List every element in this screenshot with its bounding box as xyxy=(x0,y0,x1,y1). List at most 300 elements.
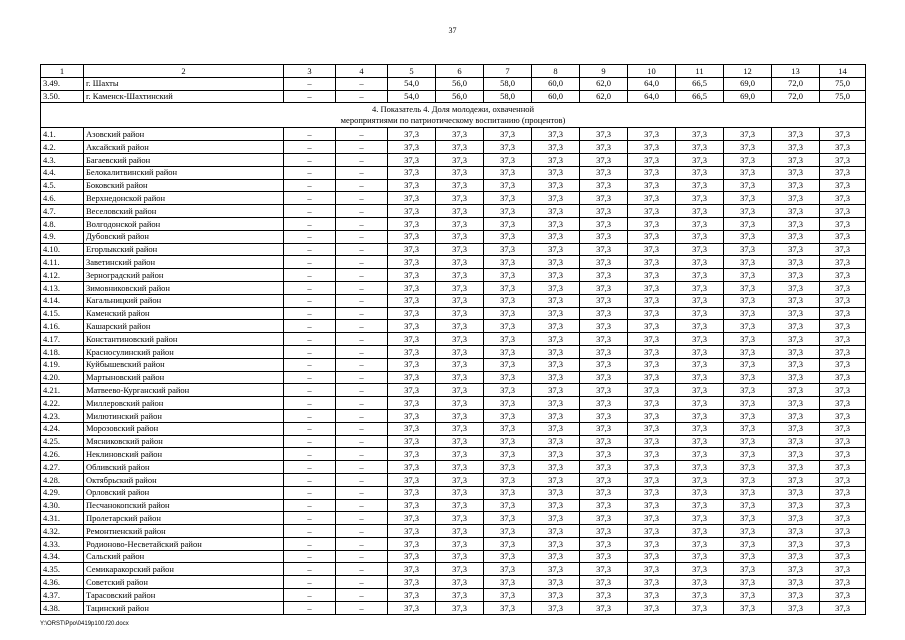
value-cell: 37,3 xyxy=(772,589,820,602)
value-cell: 37,3 xyxy=(820,589,866,602)
value-cell: 37,3 xyxy=(388,537,436,550)
dash-cell: – xyxy=(284,243,336,256)
value-cell: 37,3 xyxy=(484,512,532,525)
value-cell: 37,3 xyxy=(772,192,820,205)
value-cell: 37,3 xyxy=(628,179,676,192)
value-cell: 37,3 xyxy=(484,435,532,448)
value-cell: 37,3 xyxy=(580,512,628,525)
value-cell: 37,3 xyxy=(724,141,772,154)
dash-cell: – xyxy=(336,512,388,525)
value-cell: 37,3 xyxy=(436,486,484,499)
value-cell: 37,3 xyxy=(820,550,866,563)
value-cell: 37,3 xyxy=(532,205,580,218)
value-cell: 37,3 xyxy=(676,397,724,410)
dash-cell: – xyxy=(336,435,388,448)
value-cell: 37,3 xyxy=(532,294,580,307)
value-cell: 37,3 xyxy=(772,525,820,538)
dash-cell: – xyxy=(336,256,388,269)
value-cell: 37,3 xyxy=(772,153,820,166)
value-cell: 37,3 xyxy=(436,128,484,141)
value-cell: 37,3 xyxy=(532,256,580,269)
row-number: 3.49. xyxy=(41,77,84,90)
value-cell: 37,3 xyxy=(772,179,820,192)
value-cell: 37,3 xyxy=(820,307,866,320)
value-cell: 37,3 xyxy=(628,448,676,461)
value-cell: 37,3 xyxy=(820,499,866,512)
value-cell: 37,3 xyxy=(484,166,532,179)
value-cell: 37,3 xyxy=(484,486,532,499)
table-row xyxy=(41,179,866,192)
row-number: 4.26. xyxy=(41,448,84,461)
row-number: 4.13. xyxy=(41,281,84,294)
table-row xyxy=(41,448,866,461)
value-cell: 37,3 xyxy=(532,409,580,422)
dash-cell: – xyxy=(336,269,388,282)
column-number-cell: 12 xyxy=(724,65,772,78)
dash-cell: – xyxy=(336,281,388,294)
dash-cell: – xyxy=(284,205,336,218)
value-cell: 37,3 xyxy=(772,230,820,243)
section-heading-row xyxy=(41,103,866,128)
table-row xyxy=(41,589,866,602)
value-cell: 37,3 xyxy=(820,269,866,282)
row-number: 4.12. xyxy=(41,269,84,282)
column-number-cell: 5 xyxy=(388,65,436,78)
value-cell: 37,3 xyxy=(532,230,580,243)
table-row xyxy=(41,269,866,282)
value-cell: 37,3 xyxy=(676,435,724,448)
value-cell: 37,3 xyxy=(724,576,772,589)
value-cell: 37,3 xyxy=(436,397,484,410)
value-cell: 37,3 xyxy=(724,128,772,141)
value-cell: 60,0 xyxy=(532,77,580,90)
value-cell: 37,3 xyxy=(532,589,580,602)
value-cell: 37,3 xyxy=(724,461,772,474)
dash-cell: – xyxy=(284,192,336,205)
value-cell: 37,3 xyxy=(484,563,532,576)
value-cell: 37,3 xyxy=(532,486,580,499)
value-cell: 37,3 xyxy=(724,294,772,307)
value-cell: 37,3 xyxy=(580,294,628,307)
value-cell: 75,0 xyxy=(820,90,866,103)
value-cell: 37,3 xyxy=(772,435,820,448)
value-cell: 37,3 xyxy=(532,179,580,192)
row-number: 4.29. xyxy=(41,486,84,499)
value-cell: 37,3 xyxy=(580,128,628,141)
municipality-name: Егорлыкский район xyxy=(84,243,284,256)
dash-cell: – xyxy=(336,537,388,550)
value-cell: 37,3 xyxy=(628,243,676,256)
value-cell: 37,3 xyxy=(388,179,436,192)
value-cell: 37,3 xyxy=(532,461,580,474)
value-cell: 37,3 xyxy=(580,256,628,269)
value-cell: 37,3 xyxy=(820,537,866,550)
municipality-name: Азовский район xyxy=(84,128,284,141)
value-cell: 37,3 xyxy=(628,294,676,307)
dash-cell: – xyxy=(284,537,336,550)
value-cell: 37,3 xyxy=(676,256,724,269)
dash-cell: – xyxy=(336,333,388,346)
value-cell: 37,3 xyxy=(388,397,436,410)
value-cell: 37,3 xyxy=(580,153,628,166)
dash-cell: – xyxy=(284,141,336,154)
value-cell: 37,3 xyxy=(820,128,866,141)
dash-cell: – xyxy=(336,576,388,589)
value-cell: 37,3 xyxy=(772,256,820,269)
value-cell: 37,3 xyxy=(724,307,772,320)
value-cell: 37,3 xyxy=(388,601,436,614)
value-cell: 37,3 xyxy=(820,422,866,435)
dash-cell: – xyxy=(284,269,336,282)
value-cell: 37,3 xyxy=(820,448,866,461)
value-cell: 58,0 xyxy=(484,90,532,103)
value-cell: 37,3 xyxy=(628,307,676,320)
value-cell: 37,3 xyxy=(820,333,866,346)
dash-cell: – xyxy=(336,205,388,218)
value-cell: 37,3 xyxy=(436,294,484,307)
value-cell: 37,3 xyxy=(484,256,532,269)
dash-cell: – xyxy=(284,550,336,563)
dash-cell: – xyxy=(336,192,388,205)
value-cell: 37,3 xyxy=(820,205,866,218)
value-cell: 37,3 xyxy=(724,499,772,512)
value-cell: 37,3 xyxy=(628,358,676,371)
value-cell: 37,3 xyxy=(772,448,820,461)
value-cell: 37,3 xyxy=(580,358,628,371)
value-cell: 37,3 xyxy=(388,141,436,154)
value-cell: 37,3 xyxy=(772,512,820,525)
value-cell: 62,0 xyxy=(580,90,628,103)
row-number: 4.32. xyxy=(41,525,84,538)
value-cell: 37,3 xyxy=(628,397,676,410)
value-cell: 37,3 xyxy=(436,307,484,320)
value-cell: 37,3 xyxy=(484,141,532,154)
value-cell: 37,3 xyxy=(772,294,820,307)
value-cell: 37,3 xyxy=(484,153,532,166)
municipality-name: Белокалитвинский район xyxy=(84,166,284,179)
municipality-name: Орловский район xyxy=(84,486,284,499)
dash-cell: – xyxy=(336,422,388,435)
value-cell: 37,3 xyxy=(580,230,628,243)
value-cell: 37,3 xyxy=(484,537,532,550)
row-number: 4.16. xyxy=(41,320,84,333)
dash-cell: – xyxy=(336,90,388,103)
row-number: 4.27. xyxy=(41,461,84,474)
value-cell: 37,3 xyxy=(676,525,724,538)
dash-cell: – xyxy=(336,345,388,358)
value-cell: 37,3 xyxy=(676,179,724,192)
value-cell: 37,3 xyxy=(628,371,676,384)
value-cell: 54,0 xyxy=(388,90,436,103)
table-row xyxy=(41,601,866,614)
value-cell: 37,3 xyxy=(772,550,820,563)
value-cell: 37,3 xyxy=(628,384,676,397)
value-cell: 37,3 xyxy=(532,320,580,333)
municipality-name: Неклиновский район xyxy=(84,448,284,461)
dash-cell: – xyxy=(284,601,336,614)
row-number: 4.31. xyxy=(41,512,84,525)
value-cell: 37,3 xyxy=(628,422,676,435)
value-cell: 37,3 xyxy=(580,384,628,397)
value-cell: 37,3 xyxy=(772,422,820,435)
column-number-cell: 14 xyxy=(820,65,866,78)
value-cell: 37,3 xyxy=(436,345,484,358)
table-row xyxy=(41,473,866,486)
value-cell: 37,3 xyxy=(436,589,484,602)
municipality-name: Аксайский район xyxy=(84,141,284,154)
value-cell: 37,3 xyxy=(676,576,724,589)
value-cell: 37,3 xyxy=(820,345,866,358)
value-cell: 37,3 xyxy=(772,371,820,384)
dash-cell: – xyxy=(284,230,336,243)
value-cell: 37,3 xyxy=(436,153,484,166)
value-cell: 37,3 xyxy=(724,563,772,576)
value-cell: 37,3 xyxy=(580,409,628,422)
value-cell: 37,3 xyxy=(532,525,580,538)
value-cell: 37,3 xyxy=(820,461,866,474)
value-cell: 37,3 xyxy=(388,435,436,448)
value-cell: 37,3 xyxy=(580,550,628,563)
value-cell: 37,3 xyxy=(820,397,866,410)
value-cell: 37,3 xyxy=(532,397,580,410)
value-cell: 37,3 xyxy=(484,499,532,512)
value-cell: 37,3 xyxy=(388,422,436,435)
dash-cell: – xyxy=(336,473,388,486)
value-cell: 37,3 xyxy=(436,179,484,192)
value-cell: 37,3 xyxy=(388,153,436,166)
value-cell: 37,3 xyxy=(436,320,484,333)
value-cell: 37,3 xyxy=(436,422,484,435)
value-cell: 37,3 xyxy=(724,473,772,486)
municipality-name: Каменский район xyxy=(84,307,284,320)
value-cell: 37,3 xyxy=(724,166,772,179)
row-number: 4.18. xyxy=(41,345,84,358)
value-cell: 37,3 xyxy=(820,141,866,154)
municipality-name: Заветинский район xyxy=(84,256,284,269)
value-cell: 37,3 xyxy=(676,537,724,550)
value-cell: 37,3 xyxy=(388,128,436,141)
value-cell: 37,3 xyxy=(724,230,772,243)
section-title-line-2: мероприятиями по патриотическому воспитанию (процентов) xyxy=(340,115,566,126)
row-number: 4.3. xyxy=(41,153,84,166)
value-cell: 37,3 xyxy=(484,281,532,294)
value-cell: 37,3 xyxy=(724,448,772,461)
value-cell: 37,3 xyxy=(388,512,436,525)
row-number: 4.5. xyxy=(41,179,84,192)
row-number: 4.37. xyxy=(41,589,84,602)
value-cell: 37,3 xyxy=(676,371,724,384)
value-cell: 37,3 xyxy=(772,384,820,397)
value-cell: 37,3 xyxy=(724,384,772,397)
value-cell: 37,3 xyxy=(532,333,580,346)
dash-cell: – xyxy=(284,281,336,294)
row-number: 4.22. xyxy=(41,397,84,410)
row-number: 4.8. xyxy=(41,217,84,230)
indicator-table xyxy=(40,64,866,615)
value-cell: 54,0 xyxy=(388,77,436,90)
value-cell: 37,3 xyxy=(580,563,628,576)
value-cell: 37,3 xyxy=(676,589,724,602)
value-cell: 37,3 xyxy=(484,205,532,218)
value-cell: 37,3 xyxy=(724,589,772,602)
value-cell: 60,0 xyxy=(532,90,580,103)
value-cell: 37,3 xyxy=(436,473,484,486)
table-row xyxy=(41,550,866,563)
value-cell: 37,3 xyxy=(628,128,676,141)
value-cell: 37,3 xyxy=(484,550,532,563)
value-cell: 37,3 xyxy=(820,192,866,205)
value-cell: 37,3 xyxy=(772,333,820,346)
municipality-name: Зерноградский район xyxy=(84,269,284,282)
value-cell: 37,3 xyxy=(820,409,866,422)
municipality-name: Кагальницкий район xyxy=(84,294,284,307)
value-cell: 37,3 xyxy=(820,294,866,307)
value-cell: 37,3 xyxy=(580,397,628,410)
page-number: 37 xyxy=(448,26,457,35)
value-cell: 37,3 xyxy=(772,601,820,614)
value-cell: 37,3 xyxy=(676,512,724,525)
value-cell: 37,3 xyxy=(436,230,484,243)
value-cell: 37,3 xyxy=(532,166,580,179)
value-cell: 75,0 xyxy=(820,77,866,90)
column-number-cell: 1 xyxy=(41,65,84,78)
value-cell: 37,3 xyxy=(436,435,484,448)
value-cell: 37,3 xyxy=(772,141,820,154)
dash-cell: – xyxy=(284,422,336,435)
dash-cell: – xyxy=(284,589,336,602)
value-cell: 37,3 xyxy=(772,205,820,218)
dash-cell: – xyxy=(284,358,336,371)
value-cell: 37,3 xyxy=(580,576,628,589)
value-cell: 37,3 xyxy=(724,537,772,550)
value-cell: 37,3 xyxy=(484,294,532,307)
value-cell: 37,3 xyxy=(484,601,532,614)
value-cell: 37,3 xyxy=(628,217,676,230)
value-cell: 37,3 xyxy=(820,384,866,397)
value-cell: 37,3 xyxy=(724,320,772,333)
municipality-name: Миллеровский район xyxy=(84,397,284,410)
value-cell: 37,3 xyxy=(628,192,676,205)
value-cell: 37,3 xyxy=(628,230,676,243)
value-cell: 37,3 xyxy=(388,576,436,589)
value-cell: 37,3 xyxy=(724,153,772,166)
municipality-name: г. Шахты xyxy=(84,77,284,90)
municipality-name: Обливский район xyxy=(84,461,284,474)
value-cell: 37,3 xyxy=(676,563,724,576)
value-cell: 37,3 xyxy=(580,166,628,179)
value-cell: 37,3 xyxy=(484,525,532,538)
value-cell: 37,3 xyxy=(724,409,772,422)
value-cell: 37,3 xyxy=(724,601,772,614)
value-cell: 37,3 xyxy=(676,153,724,166)
row-number: 4.20. xyxy=(41,371,84,384)
value-cell: 37,3 xyxy=(532,550,580,563)
table-row xyxy=(41,486,866,499)
dash-cell: – xyxy=(284,435,336,448)
value-cell: 37,3 xyxy=(628,141,676,154)
value-cell: 37,3 xyxy=(532,371,580,384)
value-cell: 37,3 xyxy=(532,435,580,448)
value-cell: 37,3 xyxy=(676,461,724,474)
municipality-name: Морозовский район xyxy=(84,422,284,435)
table-row xyxy=(41,205,866,218)
value-cell: 37,3 xyxy=(388,448,436,461)
dash-cell: – xyxy=(336,307,388,320)
value-cell: 37,3 xyxy=(580,307,628,320)
value-cell: 37,3 xyxy=(532,422,580,435)
value-cell: 37,3 xyxy=(628,550,676,563)
dash-cell: – xyxy=(284,563,336,576)
value-cell: 37,3 xyxy=(484,473,532,486)
municipality-name: Сальский район xyxy=(84,550,284,563)
dash-cell: – xyxy=(284,90,336,103)
dash-cell: – xyxy=(336,461,388,474)
value-cell: 37,3 xyxy=(676,345,724,358)
value-cell: 37,3 xyxy=(484,371,532,384)
dash-cell: – xyxy=(336,448,388,461)
table-row xyxy=(41,243,866,256)
value-cell: 37,3 xyxy=(724,512,772,525)
value-cell: 37,3 xyxy=(580,525,628,538)
value-cell: 37,3 xyxy=(820,473,866,486)
row-number: 4.25. xyxy=(41,435,84,448)
value-cell: 37,3 xyxy=(484,576,532,589)
value-cell: 37,3 xyxy=(676,473,724,486)
value-cell: 37,3 xyxy=(628,153,676,166)
value-cell: 37,3 xyxy=(484,307,532,320)
value-cell: 37,3 xyxy=(436,563,484,576)
value-cell: 37,3 xyxy=(628,256,676,269)
table-row xyxy=(41,281,866,294)
row-number: 4.17. xyxy=(41,333,84,346)
value-cell: 37,3 xyxy=(676,601,724,614)
value-cell: 37,3 xyxy=(820,256,866,269)
value-cell: 37,3 xyxy=(388,486,436,499)
value-cell: 37,3 xyxy=(580,422,628,435)
municipality-name: Куйбышевский район xyxy=(84,358,284,371)
row-number: 4.36. xyxy=(41,576,84,589)
column-number-cell: 10 xyxy=(628,65,676,78)
value-cell: 37,3 xyxy=(436,333,484,346)
value-cell: 37,3 xyxy=(484,217,532,230)
value-cell: 37,3 xyxy=(676,205,724,218)
row-number: 4.23. xyxy=(41,409,84,422)
value-cell: 37,3 xyxy=(388,409,436,422)
value-cell: 37,3 xyxy=(388,333,436,346)
value-cell: 37,3 xyxy=(772,320,820,333)
value-cell: 69,0 xyxy=(724,90,772,103)
value-cell: 37,3 xyxy=(484,243,532,256)
municipality-name: Милютинский район xyxy=(84,409,284,422)
value-cell: 37,3 xyxy=(436,243,484,256)
section-title-line-1: 4. Показатель 4. Доля молодежи, охваченной xyxy=(371,103,535,114)
value-cell: 37,3 xyxy=(676,448,724,461)
dash-cell: – xyxy=(336,525,388,538)
table-row xyxy=(41,384,866,397)
table-row xyxy=(41,128,866,141)
row-number: 4.24. xyxy=(41,422,84,435)
value-cell: 37,3 xyxy=(580,448,628,461)
value-cell: 37,3 xyxy=(820,435,866,448)
value-cell: 37,3 xyxy=(580,473,628,486)
value-cell: 37,3 xyxy=(820,179,866,192)
value-cell: 37,3 xyxy=(532,448,580,461)
table-row xyxy=(41,409,866,422)
value-cell: 37,3 xyxy=(772,486,820,499)
value-cell: 37,3 xyxy=(724,486,772,499)
value-cell: 37,3 xyxy=(724,217,772,230)
value-cell: 37,3 xyxy=(532,192,580,205)
